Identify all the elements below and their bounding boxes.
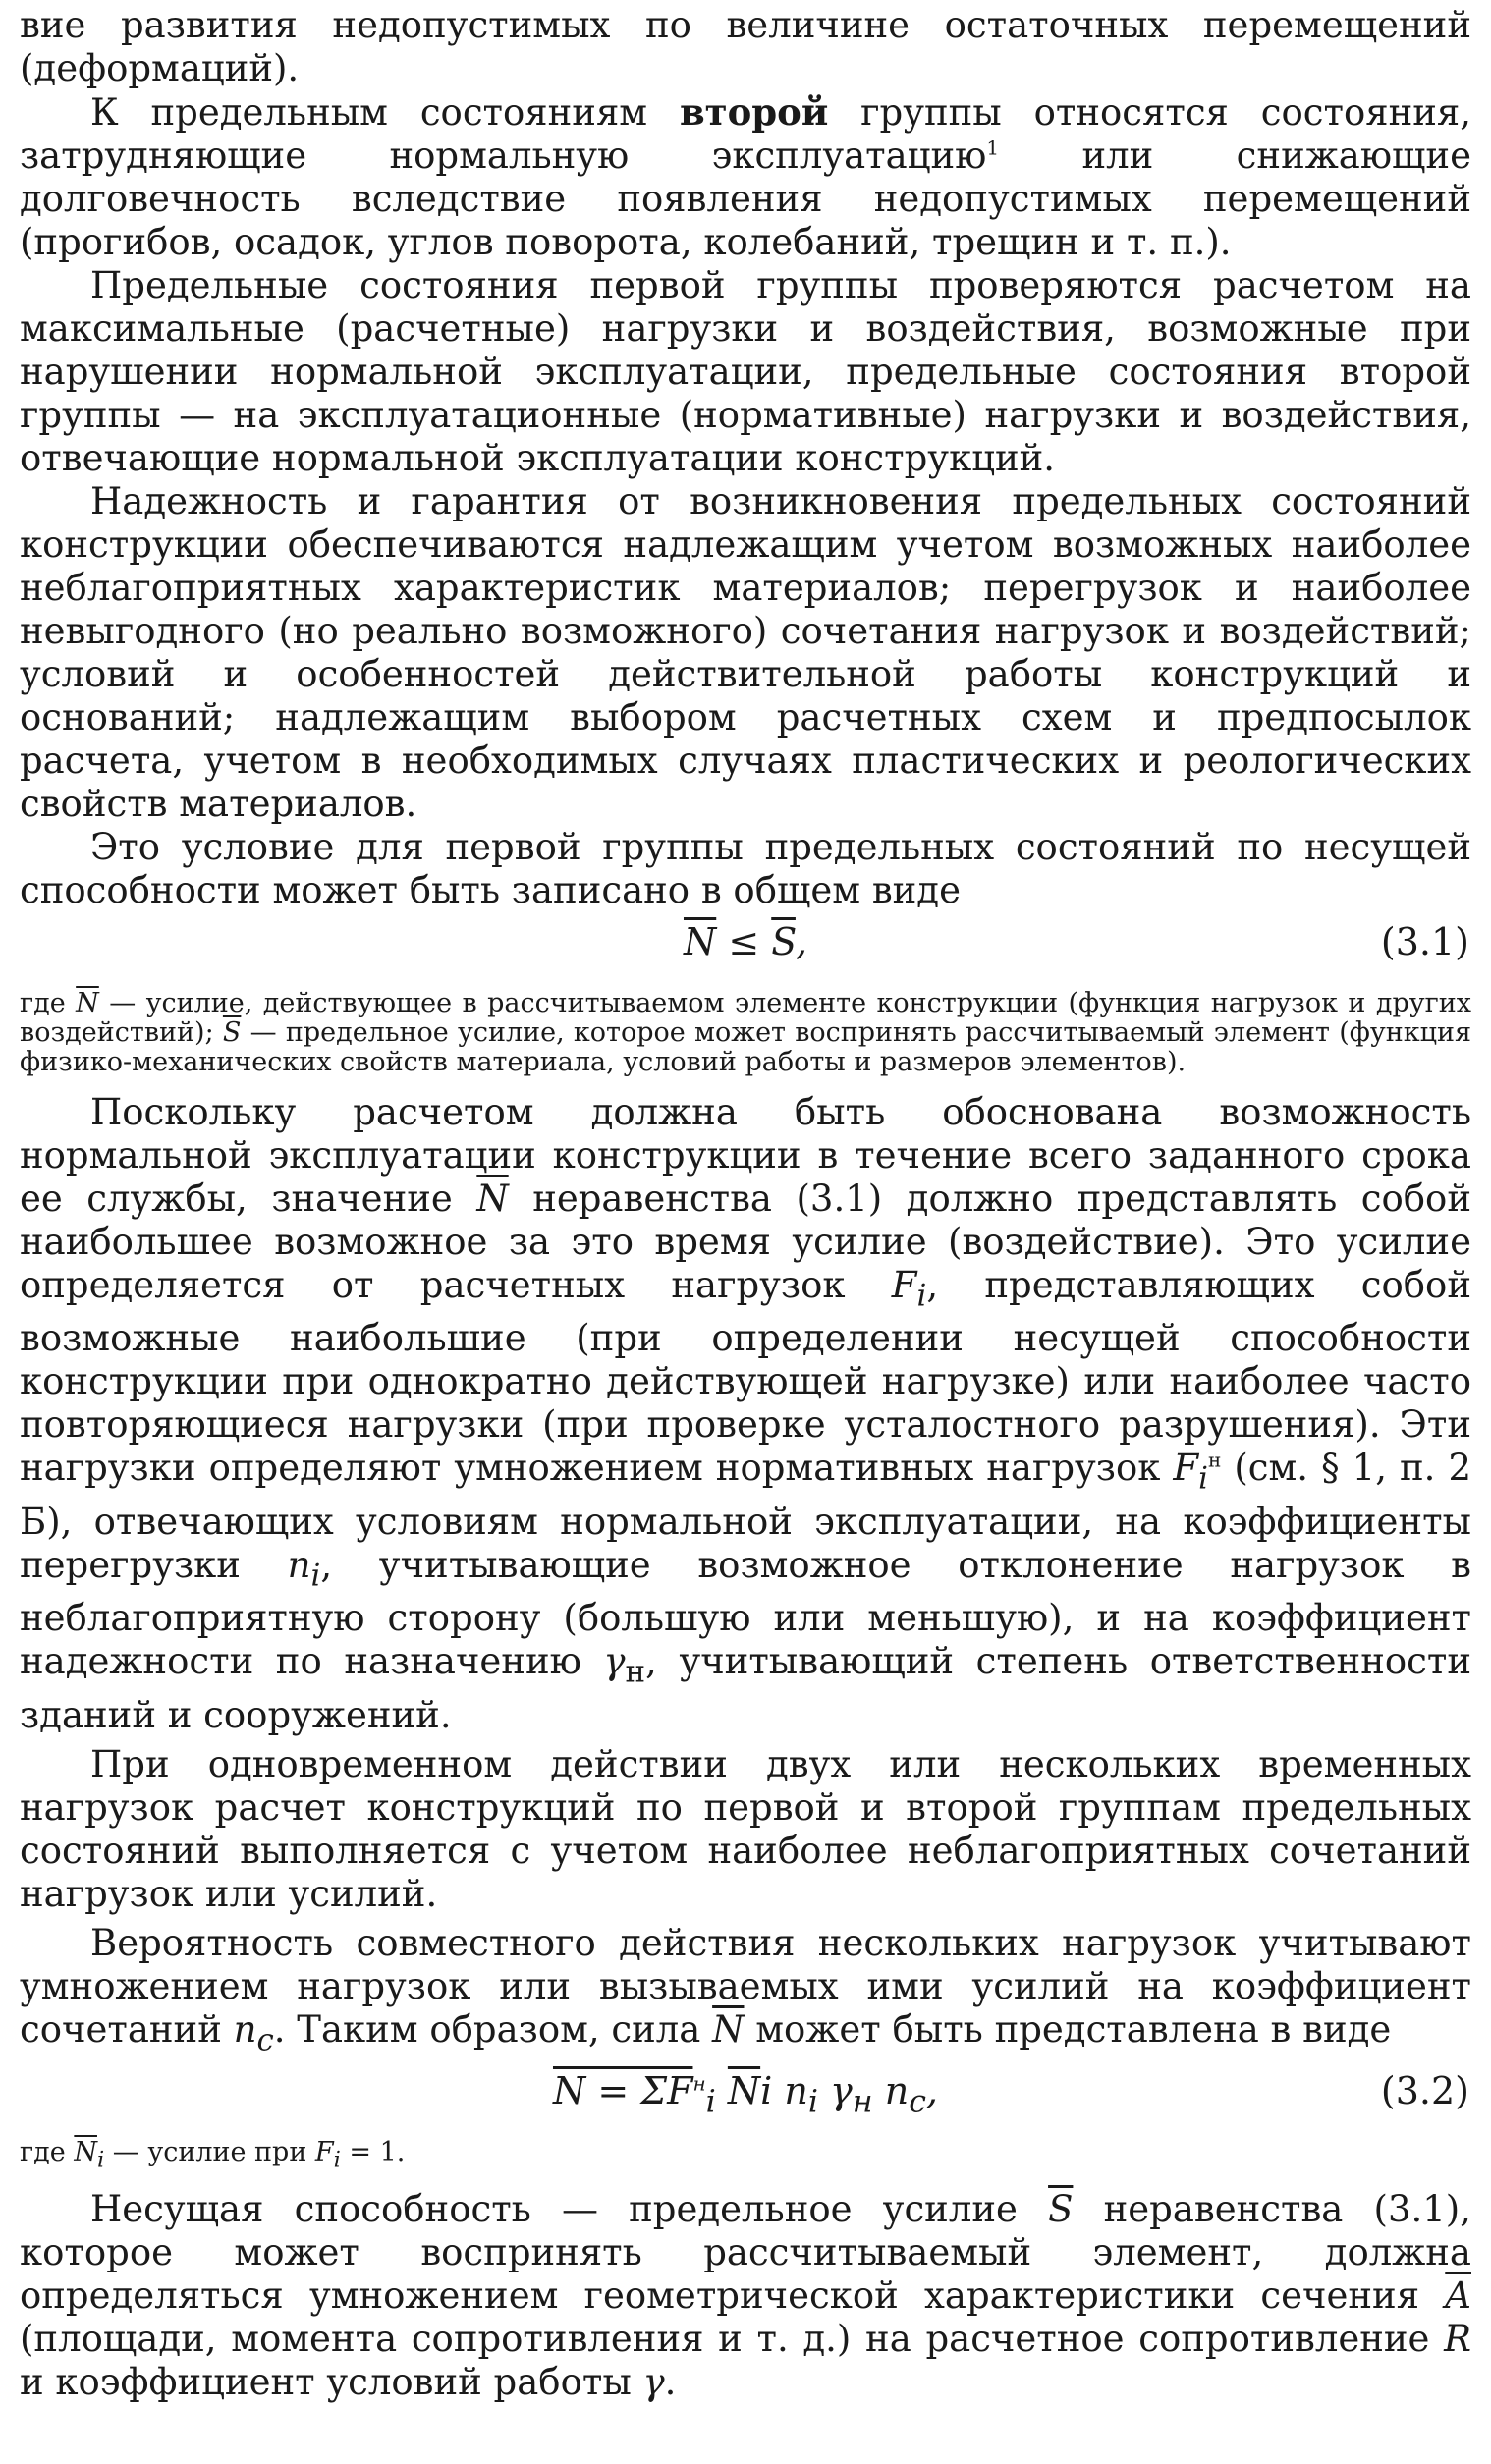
text-run: . Таким образом, сила	[273, 2007, 713, 2051]
symbol-gamma: γ	[817, 2068, 853, 2112]
text-run: где	[20, 2136, 75, 2167]
text-run: К предельным состояниям	[90, 91, 680, 134]
symbol-N: $\overline{N}$	[76, 988, 99, 1018]
symbol-A: $\overline{A}$	[1445, 2274, 1471, 2318]
symbol-N: $\overline{N}$	[712, 2007, 745, 2051]
text-run: неравенства (3.1) должно представлять собой наибольшее возможное за это время усилие (воздействие). Это усилие определяется от расчетных нагрузок	[20, 1177, 1471, 1306]
formula-3-1	[20, 912, 1471, 971]
symbol-N: $\overline{N}$	[476, 1177, 509, 1220]
paragraph-second-group	[20, 90, 1471, 264]
symbol-le: ≤	[716, 920, 772, 963]
symbol-N: $\overline{N}$	[683, 920, 717, 963]
text-run: .	[664, 2361, 677, 2404]
text-run: , учитывающий степень ответственности зданий и сооружений.	[20, 1640, 1471, 1736]
formula-term: i n	[760, 2068, 808, 2112]
book-page	[20, 4, 1471, 2404]
paragraph-combination: При одновременном действии двух или нескольких временных нагрузок расчет конструкций по первой и второй группам предельных состояний выполняется с учетом наиболее неблагоприятных сочетаний нагрузок или усилий.	[20, 1742, 1471, 1915]
text-run: = 1.	[340, 2136, 406, 2167]
superscript: н	[1207, 1449, 1222, 1473]
note-where-1	[20, 989, 1471, 1077]
formula-lhs: N = ΣF	[552, 2068, 693, 2112]
subscript: i	[96, 2147, 105, 2173]
symbol-F: F	[314, 2136, 334, 2167]
note-where-2	[20, 2138, 1471, 2174]
text-run: , учитывающие возможное отклонение нагрузок в неблагоприятную сторону (большую или меньшую), и на коэффициент надежности по назначению	[20, 1543, 1472, 1683]
text-run: Вероятность совместного действия нескольких нагрузок учитывают умножением нагрузок или вызываемых ими усилий на коэффициент сочетаний	[20, 1921, 1471, 2051]
superscript: н	[692, 2071, 706, 2096]
symbol-F: F	[891, 1264, 917, 1306]
text-run: , представляющих собой возможные наибольшие (при определении несущей способности конструкции при однократно действующей нагрузке) или наиболее часто повторяющиеся нагрузки (при проверке усталостного разрушения). Эти нагрузки определяют умножением нормативных нагрузок	[20, 1264, 1471, 1490]
symbol-n: n	[233, 2007, 257, 2051]
subscript: н	[625, 1654, 646, 1690]
symbol-S: $\overline{S}$	[222, 1017, 242, 1048]
text-run: — усилие при	[104, 2136, 315, 2167]
paragraph-probability	[20, 1922, 1471, 2061]
symbol-N: $\overline{N}$	[727, 2068, 761, 2112]
bold-word: второй	[679, 90, 829, 134]
symbol-comma: ,	[795, 920, 808, 963]
symbol-n: n	[287, 1543, 311, 1586]
subscript: i	[1198, 1460, 1208, 1497]
subscript: i	[705, 2084, 716, 2120]
text-run: или снижающие долговечность вследствие появления недопустимых перемещений (прогибов, осадок, углов поворота, колебаний, трещин и т. п.).	[20, 135, 1471, 263]
text-run: — усилие, действующее в рассчитываемом элементе конструкции (функция нагрузок и других воздействий);	[20, 988, 1471, 1048]
symbol-n: n	[872, 2068, 910, 2112]
symbol-F: F	[1173, 1447, 1199, 1490]
equation-number: (3.2)	[1380, 2068, 1469, 2112]
text-run: Поскольку расчетом должна быть обоснована возможность нормальной эксплуатации конструкции в течение всего заданного срока ее службы, значение	[20, 1091, 1471, 1220]
paragraph-reliability: Надежность и гарантия от возникновения предельных состояний конструкции обеспечиваются надлежащим учетом возможных наиболее неблагоприятных характеристик материалов; перегрузок и наиболее невыгодного (но реально возможного) сочетания нагрузок и воздействий; условий и особенностей действительной работы конструкций и оснований; надлежащим выбором расчетных схем и предпосылок расчета, учетом в необходимых случаях пластических и реологических свойств материалов.	[20, 480, 1471, 825]
subscript: i	[310, 1558, 321, 1594]
paragraph-check: Предельные состояния первой группы проверяются расчетом на максимальные (расчетные) нагрузки и воздействия, возможные при нарушении нормальной эксплуатации, предельные состояния второй группы — на эксплуатационные (нормативные) нагрузки и воздействия, отвечающие нормальной эксплуатации конструкций.	[20, 264, 1471, 479]
subscript: i	[333, 2147, 341, 2173]
subscript: i	[807, 2084, 818, 2120]
paragraph-continued: вие развития недопустимых по величине остаточных перемещений (деформаций).	[20, 4, 1471, 89]
text-run: где	[20, 988, 77, 1018]
symbol-R: R	[1444, 2318, 1471, 2361]
equation-number: (3.1)	[1380, 920, 1469, 963]
text-run: — предельное усилие, которое может воспринять рассчитываемый элемент (функция физико-механических свойств материала, условий работы и размеров элементов).	[20, 1017, 1472, 1077]
paragraph-loads	[20, 1091, 1471, 1737]
text-run: может быть представлена в виде	[744, 2007, 1392, 2051]
text-run: Несущая способность — предельное усилие	[90, 2188, 1049, 2231]
text-run: (см. § 1, п. 2 Б), отвечающих условиям нормальной эксплуатации, на коэффициенты перегрузки	[20, 1447, 1471, 1586]
symbol-comma: ,	[925, 2068, 939, 2112]
text-run: и коэффициент условий работы	[20, 2361, 643, 2404]
subscript: н	[852, 2084, 873, 2120]
paragraph-condition: Это условие для первой группы предельных состояний по несущей способности может быть записано в общем виде	[20, 826, 1471, 911]
text-run: группы относятся состояния, затрудняющие нормальную эксплуатацию	[20, 91, 1471, 177]
symbol-gamma: γ	[642, 2361, 665, 2404]
formula-3-2	[20, 2061, 1471, 2120]
text-run: (площади, момента сопротивления и т. д.) на расчетное сопротивление	[20, 2318, 1445, 2361]
symbol-S: $\overline{S}$	[1048, 2188, 1074, 2231]
text-run: неравенства (3.1), которое может воспринять рассчитываемый элемент, должна определяться умножением геометрической характеристики сечения	[20, 2188, 1471, 2318]
subscript: i	[916, 1278, 927, 1314]
paragraph-capacity	[20, 2188, 1471, 2404]
symbol-N: $\overline{N}$	[74, 2136, 97, 2167]
footnote-mark: 1	[986, 136, 1000, 160]
symbol-gamma: γ	[603, 1640, 626, 1683]
subscript: c	[909, 2084, 926, 2120]
subscript: c	[256, 2021, 274, 2057]
symbol-S: $\overline{S}$	[771, 920, 796, 963]
